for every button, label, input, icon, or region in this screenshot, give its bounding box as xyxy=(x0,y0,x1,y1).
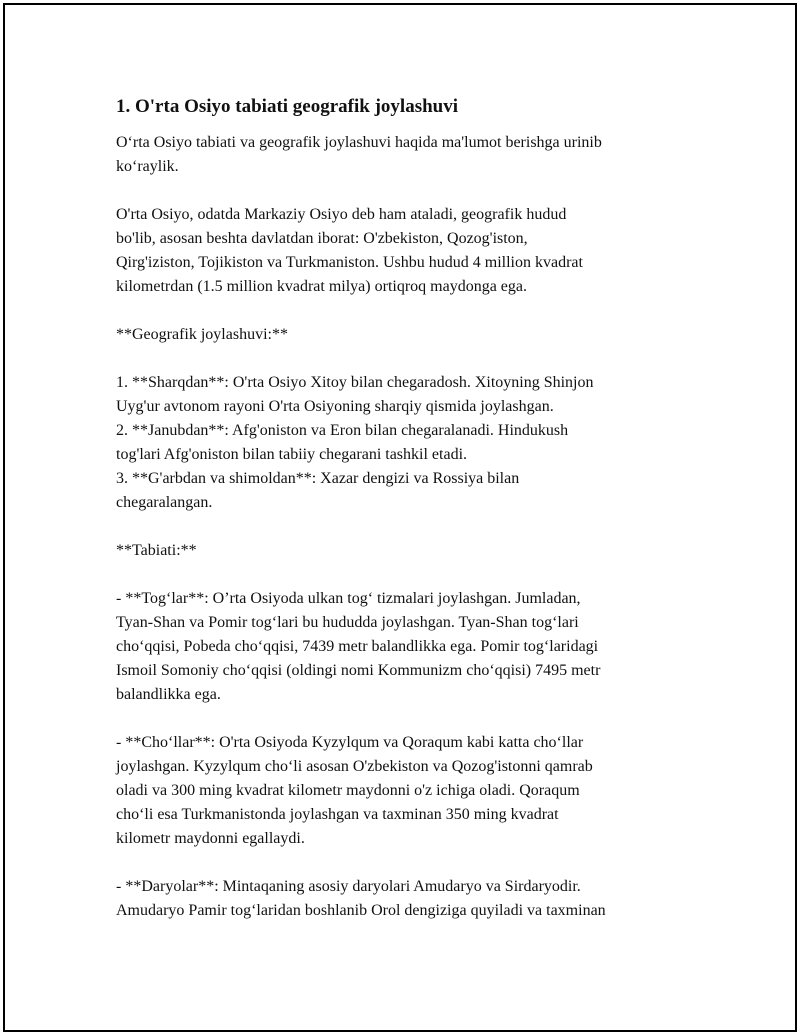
document-title: 1. O'rta Osiyo tabiati geografik joylashuvi xyxy=(116,96,458,117)
document-body xyxy=(116,95,696,923)
paragraph-spacer xyxy=(116,515,696,539)
paragraph-spacer xyxy=(116,179,696,203)
deserts-paragraph: - **Cho‘llar**: O'rta Osiyoda Kyzylqum va Qoraqum kabi katta cho‘llar joylashgan. Kyzylqum cho‘li asosan O'zbekiston va Qozog'istonni qamrab oladi va 300 ming kvadrat kilometr maydonni o'z ichiga oladi. Qoraqum cho‘li esa Turkmanistonda joylashgan va taxminan 350 ming kvadrat kilometr maydonni egallaydi. xyxy=(116,734,593,847)
mountains-paragraph: - **Tog‘lar**: O’rta Osiyoda ulkan tog‘ tizmalari joylashgan. Jumladan, Tyan-Shan va Pomir tog‘lari bu hududda joylashgan. Tyan-Shan tog‘lari cho‘qqisi, Pobeda cho‘qqisi, 7439 metr balandlikka ega. Pomir tog‘laridagi Ismoil Somoniy cho‘qqisi (oldingi nomi Kommunizm cho‘qqisi) 7495 metr balandlikka ega. xyxy=(116,590,601,703)
section-heading-geography: **Geografik joylashuvi:** xyxy=(116,326,288,343)
section-heading-nature: **Tabiati:** xyxy=(116,542,197,559)
paragraph-spacer xyxy=(116,707,696,731)
intro-paragraph: O‘rta Osiyo tabiati va geografik joylashuvi haqida ma'lumot berishga urinib ko‘raylik. xyxy=(116,134,602,175)
overview-paragraph: O'rta Osiyo, odatda Markaziy Osiyo deb ham ataladi, geografik hudud bo'lib, asosan beshta davlatdan iborat: O'zbekiston, Qozog'iston, Qirg'iziston, Tojikiston va Turkmaniston. Ushbu hudud 4 million kvadrat kilometrdan (1.5 million kvadrat milya) ortiqroq maydonga ega. xyxy=(116,206,583,295)
paragraph-spacer xyxy=(116,563,696,587)
paragraph-spacer xyxy=(116,347,696,371)
rivers-paragraph: - **Daryolar**: Mintaqaning asosiy daryolari Amudaryo va Sirdaryodir. Amudaryo Pamir tog‘laridan boshlanib Orol dengiziga quyiladi va taxminan xyxy=(116,878,606,919)
paragraph-spacer xyxy=(116,851,696,875)
paragraph-spacer xyxy=(116,299,696,323)
geography-list: 1. **Sharqdan**: O'rta Osiyo Xitoy bilan chegaradosh. Xitoyning Shinjon Uyg'ur avtonom rayoni O'rta Osiyoning sharqiy qismida joylashgan. 2. **Janubdan**: Afg'oniston va Eron bilan chegaralanadi. Hindukush tog'lari Afg'oniston bilan tabiiy chegarani tashkil etadi. 3. **G'arbdan va shimoldan**: Xazar dengizi va Rossiya bilan chegaralangan. xyxy=(116,374,594,511)
